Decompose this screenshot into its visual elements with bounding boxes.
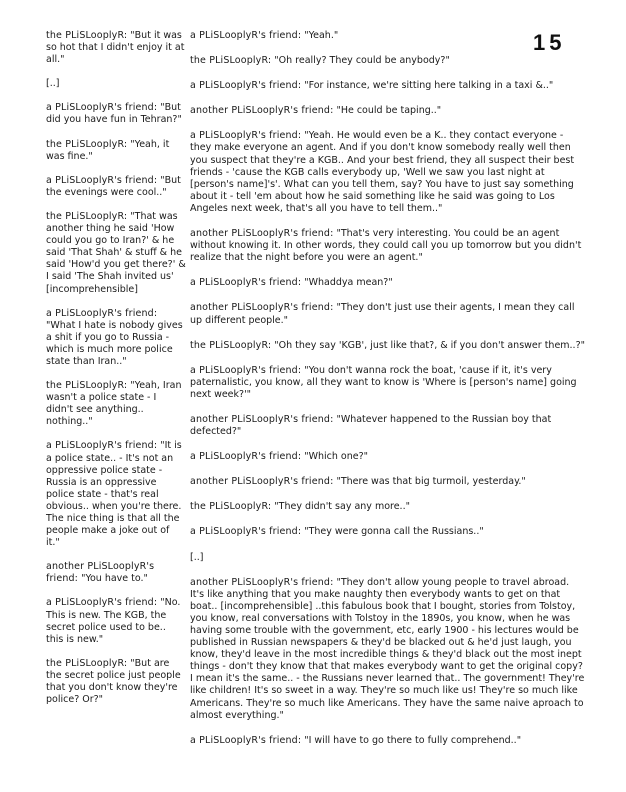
speaker-label: the PLiSLooplyR: [190, 55, 272, 67]
utterance-text: "That was another thing he said 'How could you go to Iran?' & he said 'That Shah' & stuff & he said 'How'd you get there?' & I said 'The Shah invited us' [incomprehensible] [46, 210, 186, 295]
utterance-text: "But did you have fun in Tehran?" [46, 102, 182, 126]
utterance-text: "Oh really? They could be anybody?" [274, 55, 450, 67]
utterance-text: "Whatever happened to the Russian boy that defected?" [190, 413, 552, 438]
right-dialogue-entry [190, 228, 586, 264]
right-dialogue-entry [190, 735, 586, 747]
left-dialogue-entry [46, 380, 186, 428]
utterance-text: "They didn't say any more.." [274, 501, 410, 513]
speaker-label: a PLiSLooplyR's friend: [190, 526, 302, 538]
utterance-text: [..] [46, 78, 60, 90]
right-dialogue-entry [190, 30, 586, 42]
speaker-label: the PLiSLooplyR: [190, 501, 272, 513]
right-dialogue-entry [190, 476, 586, 488]
speaker-label: the PLiSLooplyR: [46, 138, 128, 150]
right-dialogue-entry [190, 501, 586, 513]
speaker-label: another PLiSLooplyR's friend: [46, 561, 155, 585]
speaker-label: another PLiSLooplyR's friend: [190, 105, 334, 117]
speaker-label: the PLiSLooplyR: [46, 210, 128, 222]
utterance-text: "They don't allow young people to travel abroad. It's like anything that you make naughty then everybody wants to get on that boat.. [incomprehensible] ..this fabulous book that I bought, stories from Tolstoy, you know, real conversations with Tolstoy in the 1890s, you know, when he was having some trouble with the government, etc, early 1900 - his lectures would be published in Russian newspapers & they'd be blacked out & he'd just laugh, you know, they'd leave in the most incredible things & they'd black out the most inept things - don't they know that that makes everybody want to get the original copy? I mean it's the same.. - the Russians never learned that.. The government! They're like children! It's so sweet in a way. They're so much like us! They're so much like Americans. They're so much like Americans. They have the same naive aproach to almost everything." [190, 576, 585, 721]
speaker-label: the PLiSLooplyR: [46, 30, 128, 41]
speaker-label: a PLiSLooplyR's friend: [190, 451, 302, 463]
speaker-label: a PLiSLooplyR's friend: [190, 80, 302, 92]
speaker-label: another PLiSLooplyR's friend: [190, 302, 334, 314]
left-dialogue-entry [46, 561, 186, 585]
utterance-text: "Yeah. He would even be a K.. they contact everyone - they make everyone an agent. And if you don't know somebody really well then you suspect that they're a KGB.. And your best friend, they all suspect their best friends - 'cause the KGB calls everybody up, 'Well we saw you last night at [person's name]'s'. What can you tell them, say? You have to just say something about it - tell 'em about how he said something like he said was going to Los Angeles next week, that's all you have to tell them.." [190, 130, 575, 214]
left-dialogue-entry [46, 308, 186, 368]
right-dialogue-entry [190, 451, 586, 463]
left-dialogue-entry [46, 658, 186, 706]
right-dialogue-entry [190, 552, 586, 564]
utterance-text: "They were gonna call the Russians.." [304, 526, 484, 538]
right-dialogue-entry [190, 130, 586, 215]
left-dialogue-entry [46, 175, 186, 199]
utterance-text: "You have to." [81, 573, 148, 585]
utterance-text: "There was that big turmoil, yesterday." [336, 476, 526, 488]
speaker-label: the PLiSLooplyR: [46, 657, 128, 669]
left-dialogue-entry [46, 78, 186, 90]
speaker-label: the PLiSLooplyR: [46, 380, 128, 392]
utterance-text: "He could be taping.." [336, 105, 442, 117]
left-column [46, 30, 186, 718]
utterance-text: "But the evenings were cool.." [46, 174, 181, 198]
left-dialogue-entry [46, 440, 186, 549]
utterance-text: "Yeah, Iran wasn't a police state - I didn't see anything.. nothing.." [46, 380, 182, 428]
speaker-label: a PLiSLooplyR's friend: [46, 174, 158, 186]
right-dialogue-entry [190, 526, 586, 538]
speaker-label: another PLiSLooplyR's friend: [190, 576, 334, 588]
left-dialogue-entry [46, 597, 186, 645]
right-dialogue-entry [190, 80, 586, 92]
utterance-text: "Yeah." [304, 30, 339, 41]
right-dialogue-entry [190, 577, 586, 722]
left-dialogue-entry [46, 30, 186, 66]
speaker-label: a PLiSLooplyR's friend: [46, 440, 158, 452]
utterance-text: [..] [190, 551, 204, 563]
speaker-label: a PLiSLooplyR's friend: [46, 102, 158, 114]
speaker-label: a PLiSLooplyR's friend: [190, 130, 302, 142]
right-dialogue-entry [190, 365, 586, 401]
utterance-text: "For instance, we're sitting here talking in a taxi &.." [304, 80, 554, 92]
utterance-text: "Yeah, it was fine." [46, 138, 170, 162]
utterance-text: "It is a police state.. - It's not an oppressive police state - Russia is an oppressive police state - that's real obvious.. when you're there. The nice thing is that all the people make a joke out of it." [46, 440, 182, 549]
right-dialogue-entry [190, 302, 586, 326]
utterance-text: "They don't just use their agents, I mean they call up different people." [190, 302, 575, 326]
speaker-label: a PLiSLooplyR's friend: [46, 597, 158, 609]
right-column [190, 30, 586, 760]
speaker-label: another PLiSLooplyR's friend: [190, 228, 334, 240]
utterance-text: "But are the secret police just people that you don't know they're police? Or?" [46, 657, 181, 706]
speaker-label: a PLiSLooplyR's friend: [190, 30, 302, 41]
right-dialogue-entry [190, 414, 586, 438]
speaker-label: a PLiSLooplyR's friend: [190, 364, 302, 376]
speaker-label: a PLiSLooplyR's friend: [46, 307, 158, 319]
utterance-text: "No. This is new. The KGB, the secret police used to be.. this is new." [46, 597, 181, 645]
utterance-text: "But it was so hot that I didn't enjoy it at all." [46, 30, 185, 66]
speaker-label: another PLiSLooplyR's friend: [190, 476, 334, 488]
utterance-text: "I will have to go there to fully comprehend.." [304, 734, 522, 746]
speaker-label: another PLiSLooplyR's friend: [190, 413, 334, 425]
utterance-text: "You don't wanna rock the boat, 'cause if it, it's very paternalistic, you know, all they want to know is 'Where is [person's name] going next week?'" [190, 364, 577, 400]
speaker-label: a PLiSLooplyR's friend: [190, 277, 302, 289]
left-dialogue-entry [46, 139, 186, 163]
utterance-text: "Whaddya mean?" [304, 277, 393, 289]
right-dialogue-entry [190, 105, 586, 117]
utterance-text: "That's very interesting. You could be an agent without knowing it. In other words, they could call you up tomorrow but you didn't realize that the night before you were an agent." [190, 228, 582, 264]
right-dialogue-entry [190, 277, 586, 289]
utterance-text: "Oh they say 'KGB', just like that?, & if you don't answer them..?" [274, 339, 585, 351]
right-dialogue-entry [190, 55, 586, 67]
right-dialogue-entry [190, 340, 586, 352]
speaker-label: the PLiSLooplyR: [190, 339, 272, 351]
page-number: 15 [533, 30, 566, 55]
left-dialogue-entry [46, 211, 186, 296]
left-dialogue-entry [46, 102, 186, 126]
utterance-text: "What I hate is nobody gives a shit if you go to Russia - which is much more police state than Iran.." [46, 319, 183, 367]
speaker-label: a PLiSLooplyR's friend: [190, 734, 302, 746]
utterance-text: "Which one?" [304, 451, 369, 463]
